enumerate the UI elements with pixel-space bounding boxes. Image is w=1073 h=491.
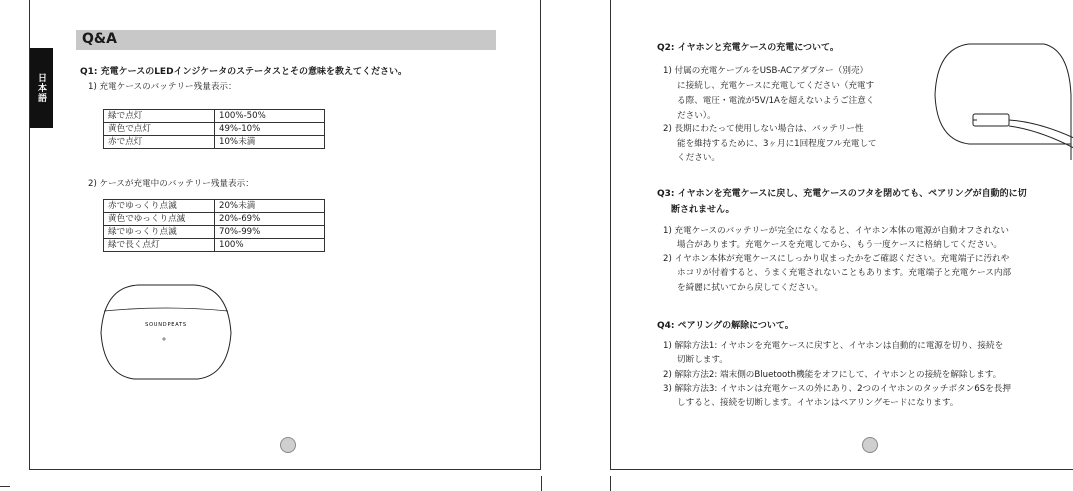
table-row: [104, 213, 325, 226]
qa-title: Q&A: [82, 31, 117, 47]
page-number-circle: [280, 437, 296, 453]
q3-title-line: Q3: イヤホンを充電ケースに戻し、充電ケースのフタを閉めても、ペアリングが自動的に切: [657, 189, 1027, 199]
q3-line: 場合があります。充電ケースを充電してから、もう一度ケースに格納してください。: [677, 240, 1003, 250]
q3-line: を綺麗に拭いてから戻してください。: [677, 283, 824, 293]
charging-table: [103, 199, 325, 252]
q3-title-line: 断されません。: [671, 205, 735, 215]
level-cell: 100%: [215, 239, 325, 252]
q2-line: 2) 長期にわたって使用しない場合は、バッテリー性: [663, 124, 864, 134]
level-cell: 10%未満: [215, 136, 325, 149]
q4-title: Q4: ペアリングの解除について。: [657, 321, 794, 331]
q1-sub1: 1) 充電ケースのバッテリー残量表示：: [88, 82, 237, 92]
table-row: [104, 123, 325, 136]
table-row: [104, 239, 325, 252]
table-row: [104, 136, 325, 149]
qa-header-bar: [76, 30, 496, 50]
level-cell: 49%-10%: [215, 123, 325, 136]
q2-line: 1) 付属の充電ケーブルをUSB-ACアダプター（別売）: [663, 66, 869, 76]
q4-line: 切断します。: [677, 355, 728, 365]
level-cell: 20%未満: [215, 200, 325, 213]
q1-title: Q1: 充電ケースのLEDインジケータのステータスとその意味を教えてください。: [80, 67, 407, 77]
battery-table: [103, 109, 325, 149]
q3-line: ホコリが付着すると、うまく充電されないこともあります。充電端子と充電ケース内部: [677, 268, 1012, 278]
level-cell: 100%-50%: [215, 110, 325, 123]
charging-case-illustration: [98, 283, 234, 381]
status-cell: 黄色で点灯: [104, 123, 215, 136]
status-cell: 黄色でゆっくり点滅: [104, 213, 215, 226]
q4-line: 1) 解除方法1: イヤホンを充電ケースに戻すと、イヤホンは自動的に電源を切り、接続を: [663, 341, 1004, 351]
status-cell: 緑でゆっくり点滅: [104, 226, 215, 239]
left-page: [29, 0, 541, 470]
charging-cable-illustration: [929, 40, 1073, 160]
table-row: [104, 200, 325, 213]
q2-line: ください。: [677, 153, 720, 163]
q4-line: しすると、接続を切断します。イヤホンはペアリングモードになります。: [677, 398, 959, 408]
level-cell: 20%-69%: [215, 213, 325, 226]
q2-line: る際、電圧・電流が5V/1Aを超えないようご注意く: [677, 96, 875, 106]
q2-title: Q2: イヤホンと充電ケースの充電について。: [657, 43, 839, 53]
q3-line: 1) 充電ケースのバッテリーが完全になくなると、イヤホン本体の電源が自動オフされない: [663, 226, 1010, 236]
q2-line: に接続し、充電ケースに充電してください（充電す: [677, 81, 875, 91]
q3-line: 2) イヤホン本体が充電ケースにしっかり収まったかをご確認ください。充電端子に汚れや: [663, 254, 1010, 264]
language-tab: 日本語: [30, 48, 53, 128]
q2-line: 能を維持するために、3ヶ月に1回程度フル充電して: [677, 139, 877, 149]
status-cell: 緑で点灯: [104, 110, 215, 123]
table-row: [104, 110, 325, 123]
q4-line: 2) 解除方法2: 端末側のBluetooth機能をオフにして、イヤホンとの接続を解除します。: [663, 370, 1002, 380]
crop-mark: [610, 476, 611, 491]
right-page: [610, 0, 1073, 470]
status-cell: 赤でゆっくり点滅: [104, 200, 215, 213]
page-number-circle: [862, 437, 878, 453]
case-logo: SOUNDPEATS: [145, 322, 187, 328]
table-row: [104, 226, 325, 239]
crop-mark: [0, 486, 10, 487]
q1-sub2: 2) ケースが充電中のバッテリー残量表示：: [88, 179, 254, 189]
level-cell: 70%-99%: [215, 226, 325, 239]
status-cell: 赤で点灯: [104, 136, 215, 149]
q2-line: ださい）。: [677, 111, 716, 121]
status-cell: 緑で長く点灯: [104, 239, 215, 252]
q4-line: 3) 解除方法3: イヤホンは充電ケースの外にあり、2つのイヤホンのタッチボタン6Sを長押: [663, 384, 1011, 394]
crop-mark: [541, 476, 542, 491]
